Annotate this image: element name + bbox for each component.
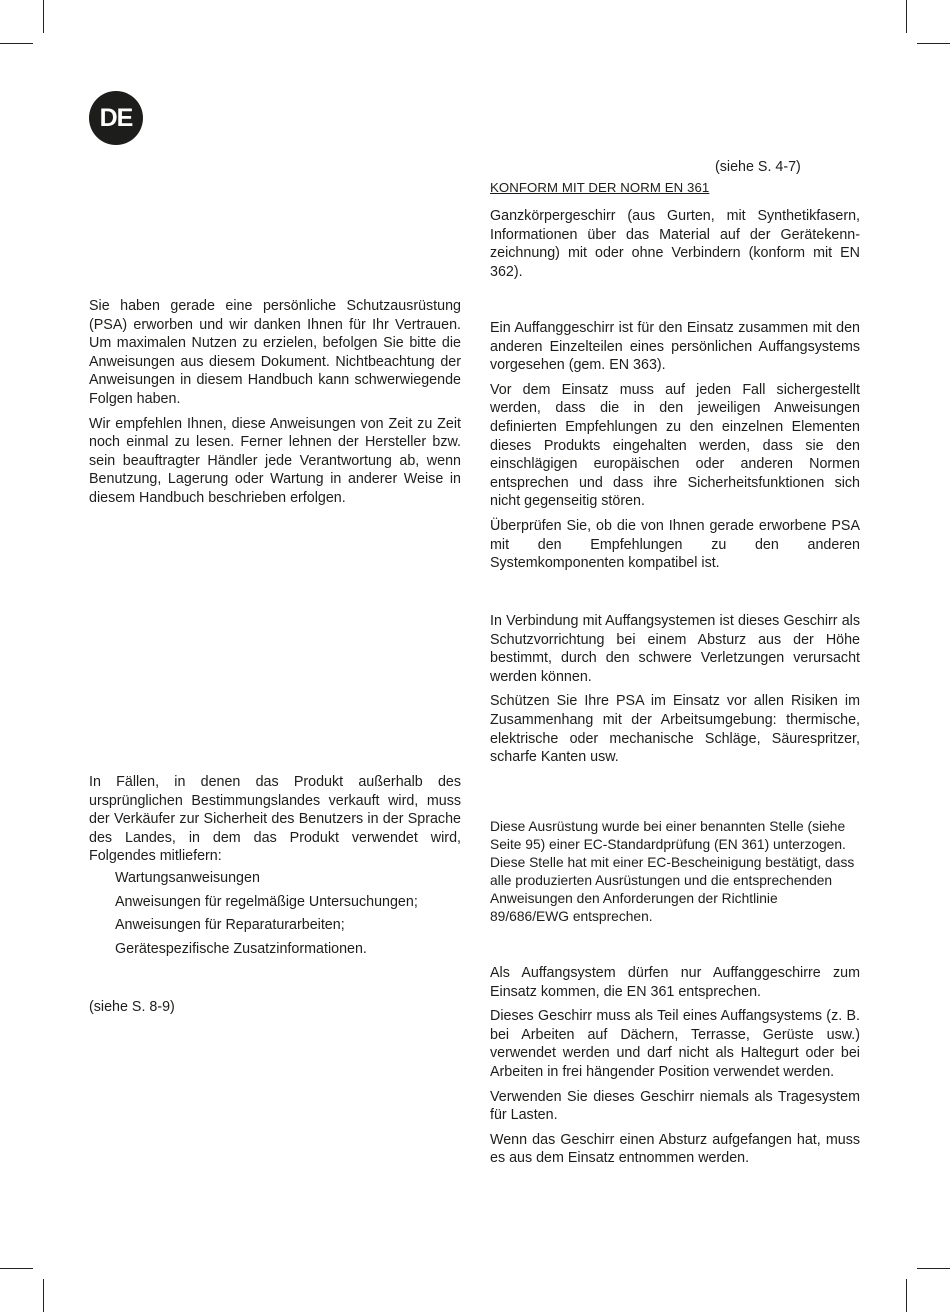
limits-paragraph: Verwenden Sie dieses Geschirr niemals als Tragesystem für Lasten.	[490, 1088, 860, 1124]
certification-paragraph: Diese Ausrüstung wurde bei einer benannten Stelle (siehe Seite 95) einer EC-Standardprüfung (EN 361) unterzogen. Diese Stelle hat mit einer EC-Bescheinigung bestätigt, dass alle produzierten Ausrüstungen und die entsprechenden Anweisungen den Anforderungen der Richtlinie 89/686/EWG entsprechen.	[490, 819, 855, 924]
limits-paragraph: Wenn das Geschirr einen Absturz aufgefangen hat, muss es aus dem Einsatz entnommen werden.	[490, 1131, 860, 1167]
crop-mark	[0, 43, 33, 44]
page-reference-bottom: (siehe S. 8-9)	[89, 999, 175, 1015]
crop-mark	[0, 1268, 33, 1269]
resale-section	[89, 773, 461, 963]
crop-mark	[906, 1279, 907, 1312]
intro-paragraph: Sie haben gerade eine persönliche Schutzausrüstung (PSA) erworben und wir danken Ihnen für Ihr Vertrauen. Um maximalen Nutzen zu erzielen, befolgen Sie bitte die Anweisungen aus diesem Dokument. Nichtbeachtung der Anweisungen in diesem Handbuch kann schwerwiegende Folgen haben.	[89, 298, 461, 407]
use-paragraph: Ein Auffanggeschirr ist für den Einsatz zusammen mit den anderen Einzelteilen eines persönlichen Auffangsystems vorgesehen (gem. EN 363).	[490, 320, 860, 374]
limits-paragraph: Als Auffangsystem dürfen nur Auffanggeschirre zum Einsatz kommen, die EN 361 entsprechen.	[490, 965, 860, 1000]
list-item: Gerätespezifische Zusatzinformationen.	[115, 940, 367, 957]
standard-heading: KONFORM MIT DER NORM EN 361	[490, 180, 710, 195]
crop-mark	[906, 0, 907, 33]
intro-section	[89, 297, 461, 508]
limits-paragraph: Dieses Geschirr muss als Teil eines Auffangsystems (z. B. bei Arbeiten auf Dächern, Terrasse, Gerüste usw.) verwendet werden und darf nicht als Haltegurt oder bei Arbeiten in frei hängender Position verwendet werden.	[490, 1008, 860, 1080]
crop-mark	[43, 1279, 44, 1312]
resale-paragraph: In Fällen, in denen das Produkt außerhalb des ursprünglichen Bestimmungslandes verkauft wird, muss der Verkäufer zur Sicherheit des Benutzers in der Sprache des Landes, in dem das Produkt verwendet wird, Folgendes mitliefern:	[89, 774, 461, 865]
certification-section	[490, 818, 860, 926]
use-section	[490, 319, 860, 573]
limits-section	[490, 964, 860, 1168]
list-item: Anweisungen für Reparaturarbeiten;	[115, 917, 345, 934]
use-paragraph: Vor dem Einsatz muss auf jeden Fall sichergestellt werden, dass die in den jeweiligen Anweisungen definierten Empfehlungen zu den einzelnen Elementen dieses Produkts eingehalten werden, dass sie den einschlägigen europäischen oder anderen Normen entsprechen und dass ihre Sicherheitsfunktionen sich nicht gegenseitig stören.	[490, 381, 860, 510]
intro-paragraph: Wir empfehlen Ihnen, diese Anweisungen von Zeit zu Zeit noch einmal zu lesen. Ferner lehnen der Hersteller bzw. sein beauftragter Händler jede Verantwortung ab, wenn Benutzung, Lagerung oder Wartung in anderer Weise in diesem Handbuch beschrieben erfolgen.	[89, 415, 461, 506]
description-section	[490, 207, 860, 281]
crop-mark	[43, 0, 44, 33]
use-paragraph: Überprüfen Sie, ob die von Ihnen gerade erworbene PSA mit den Empfehlungen zu den anderen Systemkomponenten kompatibel ist.	[490, 517, 860, 572]
list-item: Anweisungen für regelmäßige Untersuchungen;	[115, 893, 418, 910]
function-paragraph: Schützen Sie Ihre PSA im Einsatz vor allen Risiken im Zusammenhang mit der Arbeitsumgebung: thermische, elektrische oder mechanische Schläge, Säurespritzer, scharfe Kanten usw.	[490, 693, 860, 766]
function-paragraph: In Verbindung mit Auffangsystemen ist dieses Geschirr als Schutzvorrichtung bei einem Absturz aus der Höhe bestimmt, durch den schwere Verletzungen verursacht werden können.	[490, 613, 860, 685]
list-item: Wartungsanweisungen	[115, 869, 260, 886]
resale-list	[89, 869, 461, 958]
page-reference-top: (siehe S. 4-7)	[715, 159, 801, 175]
crop-mark	[917, 43, 950, 44]
language-badge: DE	[89, 91, 143, 145]
function-section	[490, 612, 860, 767]
description-paragraph: Ganzkörpergeschirr (aus Gurten, mit Synthetikfasern, Informationen über das Material auf der Gerätekenn-zeichnung) mit oder ohne Verbindern (konform mit EN 362).	[490, 208, 860, 280]
crop-mark	[917, 1268, 950, 1269]
